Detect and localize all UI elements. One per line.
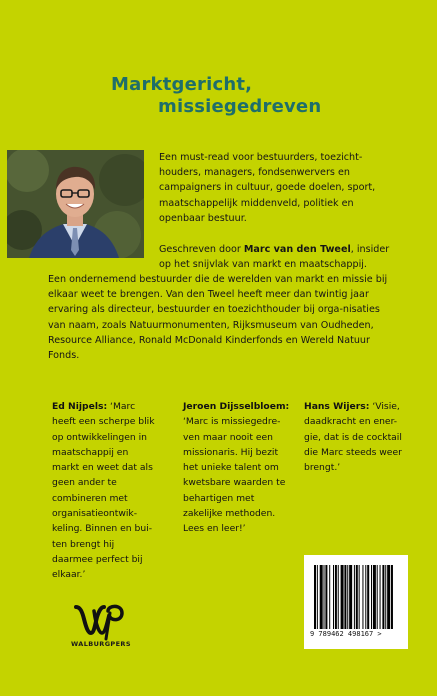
quote-author: Ed Nijpels: [52,401,108,412]
publisher-name: WALBURGPERS [71,640,131,648]
quote-text: ‘Visie, daadkracht en ener-gie, dat is de cocktail die Marc steeds weer brengt.’ [304,401,402,474]
title-line-2: missiegedreven [158,96,322,117]
isbn-number: 9 789462 498167 > [310,630,382,638]
author-photo [7,150,144,258]
quote-text: ‘Marc is missiegedre-ven maar nooit een missionaris. Hij bezit het unieke talent om kwetsbare waarden te behartigen met zakelijke methoden. Lees en leer!’ [183,416,286,535]
author-name: Marc van den Tweel [243,244,351,255]
quote-author: Jeroen Dijsselbloem: [183,401,290,412]
blurb-p2-prefix: Geschreven door [159,244,244,255]
quote-author: Hans Wijers: [304,401,370,412]
quote-jeroen-dijsselbloem [183,399,293,537]
quote-ed-nijpels [52,399,157,583]
barcode [304,555,408,649]
title-line-1: Marktgericht, [111,74,253,95]
blurb-paragraph-2 [159,242,399,272]
quote-hans-wijers [304,399,412,475]
barcode-bars [314,565,398,629]
blurb-p2-suffix: , insider op het snijvlak van markt en maatschappij. [159,244,390,271]
blurb-paragraph-1: Een must-read voor bestuurders, toezicht-houders, managers, fondsenwervers en campaigners in cultuur, goede doelen, sport, maatschappelijk middenveld, politiek en openbaar bestuur. [159,152,376,224]
blurb-paragraph-3: Een ondernemend bestuurder die de werelden van markt en missie bij elkaar weet te brengen. Van den Tweel heeft meer dan twintig jaar ervaring als directeur, bestuurder en toezichthouder bij orga-nisaties van naam, zoals Natuurmonumenten, Rijksmuseum van Oudheden, Resource Alliance, Ronald McDonald Kinderfonds en Wereld Natuur Fonds. [48,274,388,362]
quote-text: ‘Marc heeft een scherpe blik op ontwikkelingen in maatschappij en markt en weet dat als geen ander te combineren met organisatieontwik-keling. Binnen en bui-ten brengt hij daarmee perfect bij elkaar.’ [52,401,155,581]
book-title [111,74,411,118]
